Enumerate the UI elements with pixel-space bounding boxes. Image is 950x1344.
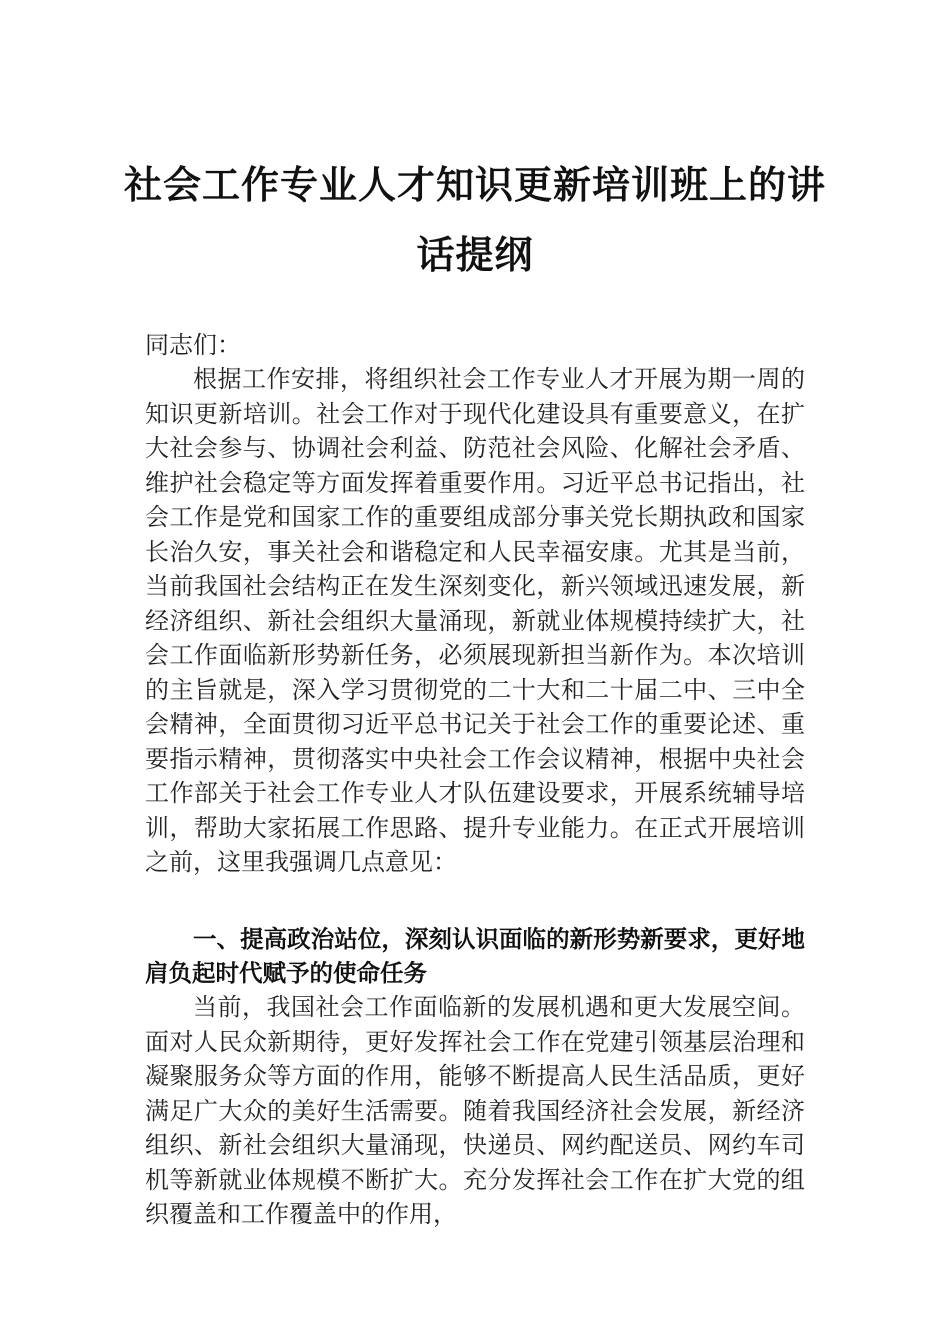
paragraph-introduction: 根据工作安排，将组织社会工作专业人才开展为期一周的知识更新培训。社会工作对于现代化建设具有重要意义，在扩大社会参与、协调社会利益、防范社会风险、化解社会矛盾、维护社会稳定等方面发挥着重要作用。习近平总书记指出，社会工作是党和国家工作的重要组成部分事关党长期执政和国家长治久安，事关社会和谐稳定和人民幸福安康。尤其是当前，当前我国社会结构正在发生深刻变化，新兴领域迅速发展，新经济组织、新社会组织大量涌现，新就业体规模持续扩大，社会工作面临新形势新任务，必须展现新担当新作为。本次培训的主旨就是，深入学习贯彻党的二十大和二十届二中、三中全会精神，全面贯彻习近平总书记关于社会工作的重要论述、重要指示精神，贯彻落实中央社会工作会议精神，根据中央社会工作部关于社会工作专业人才队伍建设要求，开展系统辅导培训，帮助大家拓展工作思路、提升专业能力。在正式开展培训之前，这里我强调几点意见： [145,365,805,876]
section-heading-1: 一、提高政治站位，深刻认识面临的新形势新要求，更好地肩负起时代赋予的使命任务 [145,925,805,987]
document-title-line-1: 社会工作专业人才知识更新培训班上的讲 [123,162,826,207]
salutation: 同志们： [145,331,241,359]
paragraph-section-1: 当前，我国社会工作面临新的发展机遇和更大发展空间。面对人民众新期待，更好发挥社会工作在党建引领基层治理和凝聚服务众等方面的作用，能够不断提高人民生活品质，更好满足广大众的美好生活需要。随着我国经济社会发展，新经济组织、新社会组织大量涌现，快递员、网约配送员、网约车司机等新就业体规模不断扩大。充分发挥社会工作在扩大党的组织覆盖和工作覆盖中的作用， [145,993,805,1228]
document-title-line-2: 话提纲 [416,232,534,277]
